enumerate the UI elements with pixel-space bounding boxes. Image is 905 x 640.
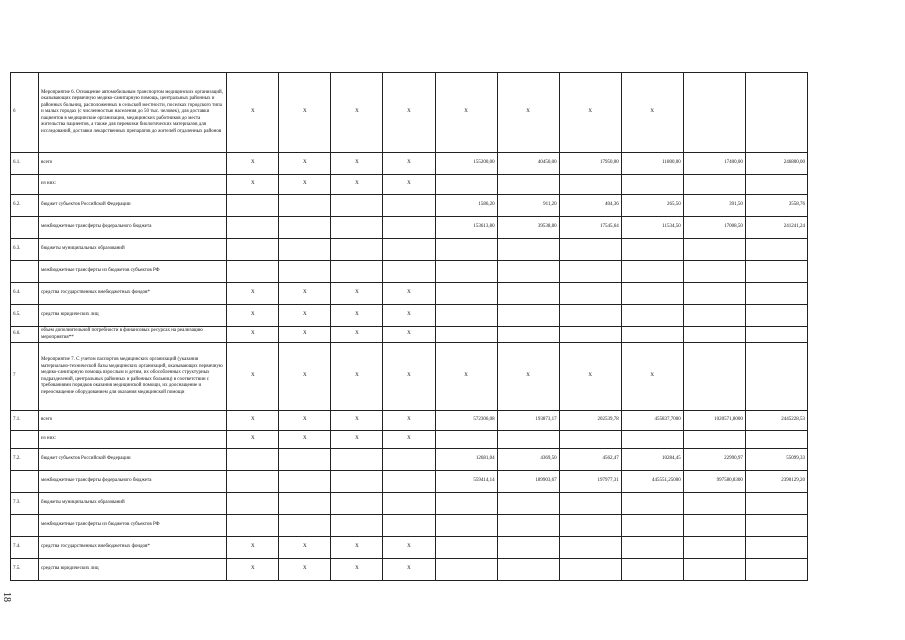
value-cell-7: 17545,64 bbox=[559, 217, 621, 239]
value-cell-5: 572306,08 bbox=[435, 411, 497, 431]
value-cell-9 bbox=[683, 327, 745, 343]
row-name-cell: всего bbox=[39, 411, 227, 431]
value-cell-10: 246800,00 bbox=[745, 153, 807, 175]
value-cell-10 bbox=[745, 261, 807, 283]
value-cell-6 bbox=[497, 431, 559, 449]
value-cell-8 bbox=[621, 327, 683, 343]
value-cell-8 bbox=[621, 261, 683, 283]
row-number-cell bbox=[11, 431, 39, 449]
value-cell-5: Х bbox=[435, 343, 497, 411]
row-number-cell: 6.5. bbox=[11, 305, 39, 327]
table-row bbox=[11, 515, 808, 537]
table-row bbox=[11, 343, 808, 411]
value-cell-8 bbox=[621, 283, 683, 305]
table-row bbox=[11, 283, 808, 305]
row-name-cell: средства юридических лиц bbox=[39, 559, 227, 581]
row-name-cell: Мероприятие 7. С учетом паспортов медицинских организаций (указания материально-технической базы медицинских организаций, оказывающих первичную медико-санитарную помощь взрослым и детям, их обособленных структурных подразделений, центральных районных и районных больниц) в соответствии с требованиями порядков оказания медицинской помощи, их дооснащение и переоснащение оборудованием для оказания медицинской помощи bbox=[39, 343, 227, 411]
value-cell-3: Х bbox=[331, 327, 383, 343]
value-cell-6: 40450,00 bbox=[497, 153, 559, 175]
row-number-cell: 7 bbox=[11, 343, 39, 411]
value-cell-8 bbox=[621, 515, 683, 537]
value-cell-1: Х bbox=[227, 411, 279, 431]
value-cell-2: Х bbox=[279, 411, 331, 431]
value-cell-8 bbox=[621, 239, 683, 261]
value-cell-3 bbox=[331, 515, 383, 537]
value-cell-6: 193873,17 bbox=[497, 411, 559, 431]
value-cell-5: Х bbox=[435, 73, 497, 153]
row-name-cell: бюджеты муниципальных образований bbox=[39, 493, 227, 515]
value-cell-9: 391,50 bbox=[683, 195, 745, 217]
value-cell-9 bbox=[683, 283, 745, 305]
value-cell-7 bbox=[559, 515, 621, 537]
value-cell-2 bbox=[279, 217, 331, 239]
value-cell-5 bbox=[435, 431, 497, 449]
table-row bbox=[11, 327, 808, 343]
value-cell-4 bbox=[383, 493, 435, 515]
value-cell-3: Х bbox=[331, 283, 383, 305]
value-cell-10: 55099,33 bbox=[745, 449, 807, 471]
row-number-cell bbox=[11, 175, 39, 195]
row-name-cell: средства государственных внебюджетных фондов* bbox=[39, 283, 227, 305]
table-row bbox=[11, 411, 808, 431]
row-number-cell: 6.6. bbox=[11, 327, 39, 343]
value-cell-2: Х bbox=[279, 343, 331, 411]
value-cell-2: Х bbox=[279, 305, 331, 327]
value-cell-7: Х bbox=[559, 73, 621, 153]
value-cell-4: Х bbox=[383, 537, 435, 559]
value-cell-8: 11534,50 bbox=[621, 217, 683, 239]
value-cell-9 bbox=[683, 175, 745, 195]
value-cell-6: Х bbox=[497, 73, 559, 153]
value-cell-3: Х bbox=[331, 343, 383, 411]
value-cell-1: Х bbox=[227, 283, 279, 305]
value-cell-1: Х bbox=[227, 343, 279, 411]
value-cell-8: 445551,25000 bbox=[621, 471, 683, 493]
row-name-cell: бюджет субъектов Российской Федерации bbox=[39, 195, 227, 217]
value-cell-5 bbox=[435, 283, 497, 305]
page-number: 18 bbox=[1, 592, 12, 602]
row-number-cell bbox=[11, 261, 39, 283]
value-cell-6 bbox=[497, 305, 559, 327]
value-cell-8: 265,50 bbox=[621, 195, 683, 217]
row-name-cell: бюджеты муниципальных образований bbox=[39, 239, 227, 261]
value-cell-6 bbox=[497, 283, 559, 305]
value-cell-5 bbox=[435, 493, 497, 515]
row-name-cell: бюджет субъектов Российской Федерации bbox=[39, 449, 227, 471]
row-number-cell: 6.4. bbox=[11, 283, 39, 305]
value-cell-6: 189903,67 bbox=[497, 471, 559, 493]
value-cell-3: Х bbox=[331, 559, 383, 581]
value-cell-6 bbox=[497, 515, 559, 537]
value-cell-1 bbox=[227, 515, 279, 537]
value-cell-1: Х bbox=[227, 327, 279, 343]
value-cell-1: Х bbox=[227, 305, 279, 327]
table-row bbox=[11, 493, 808, 515]
value-cell-10: 241241,24 bbox=[745, 217, 807, 239]
value-cell-1 bbox=[227, 493, 279, 515]
value-cell-9: 997580,8300 bbox=[683, 471, 745, 493]
row-number-cell: 6 bbox=[11, 73, 39, 153]
value-cell-5: 1586,20 bbox=[435, 195, 497, 217]
value-cell-2: Х bbox=[279, 153, 331, 175]
value-cell-3: Х bbox=[331, 305, 383, 327]
value-cell-1: Х bbox=[227, 559, 279, 581]
value-cell-10 bbox=[745, 515, 807, 537]
value-cell-2 bbox=[279, 449, 331, 471]
value-cell-7 bbox=[559, 283, 621, 305]
value-cell-6 bbox=[497, 261, 559, 283]
value-cell-4 bbox=[383, 449, 435, 471]
value-cell-4: Х bbox=[383, 283, 435, 305]
value-cell-6: 39538,80 bbox=[497, 217, 559, 239]
value-cell-8 bbox=[621, 305, 683, 327]
value-cell-7 bbox=[559, 175, 621, 195]
row-number-cell: 6.3. bbox=[11, 239, 39, 261]
value-cell-10 bbox=[745, 537, 807, 559]
value-cell-2: Х bbox=[279, 431, 331, 449]
value-cell-5 bbox=[435, 537, 497, 559]
value-cell-10 bbox=[745, 559, 807, 581]
value-cell-6: Х bbox=[497, 343, 559, 411]
table-row bbox=[11, 217, 808, 239]
value-cell-9: 17008,50 bbox=[683, 217, 745, 239]
value-cell-8 bbox=[621, 431, 683, 449]
value-cell-10 bbox=[745, 305, 807, 327]
value-cell-4: Х bbox=[383, 431, 435, 449]
value-cell-9 bbox=[683, 431, 745, 449]
value-cell-1 bbox=[227, 471, 279, 493]
value-cell-1: Х bbox=[227, 153, 279, 175]
value-cell-5 bbox=[435, 515, 497, 537]
value-cell-5 bbox=[435, 559, 497, 581]
table-row bbox=[11, 471, 808, 493]
value-cell-4: Х bbox=[383, 73, 435, 153]
value-cell-2 bbox=[279, 195, 331, 217]
value-cell-8 bbox=[621, 493, 683, 515]
value-cell-5 bbox=[435, 239, 497, 261]
value-cell-1 bbox=[227, 449, 279, 471]
value-cell-4: Х bbox=[383, 153, 435, 175]
value-cell-3 bbox=[331, 493, 383, 515]
value-cell-5 bbox=[435, 175, 497, 195]
row-name-cell: объем дополнительной потребности в финансовых ресурсах на реализацию мероприятия** bbox=[39, 327, 227, 343]
row-number-cell: 7.2. bbox=[11, 449, 39, 471]
value-cell-2: Х bbox=[279, 283, 331, 305]
row-number-cell: 7.5. bbox=[11, 559, 39, 581]
value-cell-9 bbox=[683, 515, 745, 537]
row-name-cell: межбюджетные трансферты из бюджетов субъектов РФ bbox=[39, 261, 227, 283]
value-cell-9 bbox=[683, 559, 745, 581]
value-cell-6 bbox=[497, 327, 559, 343]
value-cell-3: Х bbox=[331, 73, 383, 153]
value-cell-6 bbox=[497, 239, 559, 261]
row-name-cell: межбюджетные трансферты из бюджетов субъектов РФ bbox=[39, 515, 227, 537]
value-cell-10 bbox=[745, 493, 807, 515]
value-cell-8: 10284,45 bbox=[621, 449, 683, 471]
value-cell-8: Х bbox=[621, 73, 683, 153]
value-cell-7: 17950,00 bbox=[559, 153, 621, 175]
value-cell-1 bbox=[227, 217, 279, 239]
value-cell-10 bbox=[745, 327, 807, 343]
value-cell-7 bbox=[559, 261, 621, 283]
value-cell-9 bbox=[683, 239, 745, 261]
value-cell-7 bbox=[559, 537, 621, 559]
value-cell-2: Х bbox=[279, 327, 331, 343]
value-cell-10 bbox=[745, 283, 807, 305]
value-cell-9 bbox=[683, 305, 745, 327]
value-cell-10: 3558,76 bbox=[745, 195, 807, 217]
table-row bbox=[11, 175, 808, 195]
value-cell-5 bbox=[435, 327, 497, 343]
table-row bbox=[11, 261, 808, 283]
row-number-cell bbox=[11, 471, 39, 493]
value-cell-3 bbox=[331, 217, 383, 239]
value-cell-3 bbox=[331, 261, 383, 283]
value-cell-5: 153613,80 bbox=[435, 217, 497, 239]
budget-table bbox=[10, 72, 808, 581]
value-cell-3 bbox=[331, 471, 383, 493]
row-number-cell: 6.1. bbox=[11, 153, 39, 175]
value-cell-4 bbox=[383, 217, 435, 239]
row-number-cell: 6.2. bbox=[11, 195, 39, 217]
value-cell-4: Х bbox=[383, 175, 435, 195]
table-row bbox=[11, 537, 808, 559]
value-cell-3 bbox=[331, 239, 383, 261]
value-cell-4: Х bbox=[383, 305, 435, 327]
value-cell-10 bbox=[745, 175, 807, 195]
value-cell-4 bbox=[383, 195, 435, 217]
value-cell-1: Х bbox=[227, 175, 279, 195]
value-cell-3: Х bbox=[331, 411, 383, 431]
value-cell-2: Х bbox=[279, 537, 331, 559]
row-number-cell bbox=[11, 217, 39, 239]
value-cell-9: 17400,00 bbox=[683, 153, 745, 175]
value-cell-6 bbox=[497, 537, 559, 559]
row-name-cell: средства государственных внебюджетных фондов* bbox=[39, 537, 227, 559]
row-number-cell: 7.3. bbox=[11, 493, 39, 515]
value-cell-6 bbox=[497, 175, 559, 195]
value-cell-8 bbox=[621, 559, 683, 581]
value-cell-4 bbox=[383, 261, 435, 283]
value-cell-5: 12681,04 bbox=[435, 449, 497, 471]
value-cell-7: 197977,31 bbox=[559, 471, 621, 493]
table-row bbox=[11, 431, 808, 449]
value-cell-1: Х bbox=[227, 73, 279, 153]
value-cell-7 bbox=[559, 327, 621, 343]
row-name-cell: межбюджетные трансферты федерального бюджета bbox=[39, 217, 227, 239]
row-name-cell: средства юридических лиц bbox=[39, 305, 227, 327]
value-cell-10: 2390129,20 bbox=[745, 471, 807, 493]
value-cell-6: 4369,50 bbox=[497, 449, 559, 471]
value-cell-7: 202539,78 bbox=[559, 411, 621, 431]
value-cell-5 bbox=[435, 261, 497, 283]
value-cell-2: Х bbox=[279, 73, 331, 153]
row-number-cell bbox=[11, 515, 39, 537]
value-cell-1 bbox=[227, 261, 279, 283]
value-cell-10: 2445228,53 bbox=[745, 411, 807, 431]
value-cell-1 bbox=[227, 239, 279, 261]
value-cell-5 bbox=[435, 305, 497, 327]
value-cell-9 bbox=[683, 537, 745, 559]
value-cell-4 bbox=[383, 515, 435, 537]
value-cell-1: Х bbox=[227, 431, 279, 449]
value-cell-4: Х bbox=[383, 343, 435, 411]
value-cell-10 bbox=[745, 431, 807, 449]
value-cell-7: Х bbox=[559, 343, 621, 411]
value-cell-7 bbox=[559, 431, 621, 449]
value-cell-9 bbox=[683, 73, 745, 153]
value-cell-5: 559414,14 bbox=[435, 471, 497, 493]
value-cell-1 bbox=[227, 195, 279, 217]
row-name-cell: из них: bbox=[39, 175, 227, 195]
value-cell-3 bbox=[331, 449, 383, 471]
value-cell-9 bbox=[683, 493, 745, 515]
value-cell-9 bbox=[683, 343, 745, 411]
value-cell-2 bbox=[279, 493, 331, 515]
value-cell-7 bbox=[559, 493, 621, 515]
value-cell-7 bbox=[559, 239, 621, 261]
value-cell-7 bbox=[559, 305, 621, 327]
value-cell-8 bbox=[621, 537, 683, 559]
value-cell-6 bbox=[497, 559, 559, 581]
table-row bbox=[11, 449, 808, 471]
value-cell-1: Х bbox=[227, 537, 279, 559]
value-cell-9: 1020571,8000 bbox=[683, 411, 745, 431]
value-cell-7 bbox=[559, 559, 621, 581]
value-cell-6 bbox=[497, 493, 559, 515]
value-cell-2 bbox=[279, 239, 331, 261]
row-name-cell: из них: bbox=[39, 431, 227, 449]
value-cell-4 bbox=[383, 239, 435, 261]
value-cell-8: Х bbox=[621, 343, 683, 411]
row-number-cell: 7.4. bbox=[11, 537, 39, 559]
value-cell-2 bbox=[279, 515, 331, 537]
value-cell-3: Х bbox=[331, 431, 383, 449]
value-cell-8: 455837,7000 bbox=[621, 411, 683, 431]
value-cell-7: 4562,47 bbox=[559, 449, 621, 471]
table-row bbox=[11, 73, 808, 153]
table-row bbox=[11, 559, 808, 581]
value-cell-4: Х bbox=[383, 559, 435, 581]
value-cell-4 bbox=[383, 471, 435, 493]
value-cell-7: 404,36 bbox=[559, 195, 621, 217]
table-row bbox=[11, 305, 808, 327]
value-cell-2 bbox=[279, 471, 331, 493]
value-cell-9: 22990,97 bbox=[683, 449, 745, 471]
table-row bbox=[11, 239, 808, 261]
table-row bbox=[11, 153, 808, 175]
value-cell-3 bbox=[331, 195, 383, 217]
value-cell-4: Х bbox=[383, 327, 435, 343]
value-cell-3: Х bbox=[331, 537, 383, 559]
value-cell-8: 11800,00 bbox=[621, 153, 683, 175]
value-cell-10 bbox=[745, 239, 807, 261]
value-cell-3: Х bbox=[331, 153, 383, 175]
row-name-cell: Мероприятие 6. Оснащение автомобильным транспортом медицинских организаций, оказывающих первичную медико-санитарную помощь, центральных районных и районных больниц, расположенных в сельской местности, поселках городского типа и малых городах (с численностью населения до 50 тыс. человек), для доставки пациентов в медицинские организации, медицинских работников до места жительства пациентов, а также для перевозки биологических материалов для исследований, доставки лекарственных препаратов до жителей отдаленных районов bbox=[39, 73, 227, 153]
value-cell-10 bbox=[745, 343, 807, 411]
value-cell-9 bbox=[683, 261, 745, 283]
value-cell-3: Х bbox=[331, 175, 383, 195]
value-cell-2 bbox=[279, 261, 331, 283]
value-cell-5: 155200,00 bbox=[435, 153, 497, 175]
row-name-cell: межбюджетные трансферты федерального бюджета bbox=[39, 471, 227, 493]
row-name-cell: всего bbox=[39, 153, 227, 175]
value-cell-6: 911,20 bbox=[497, 195, 559, 217]
value-cell-10 bbox=[745, 73, 807, 153]
value-cell-8 bbox=[621, 175, 683, 195]
value-cell-2: Х bbox=[279, 175, 331, 195]
value-cell-2: Х bbox=[279, 559, 331, 581]
value-cell-4: Х bbox=[383, 411, 435, 431]
row-number-cell: 7.1. bbox=[11, 411, 39, 431]
table-row bbox=[11, 195, 808, 217]
